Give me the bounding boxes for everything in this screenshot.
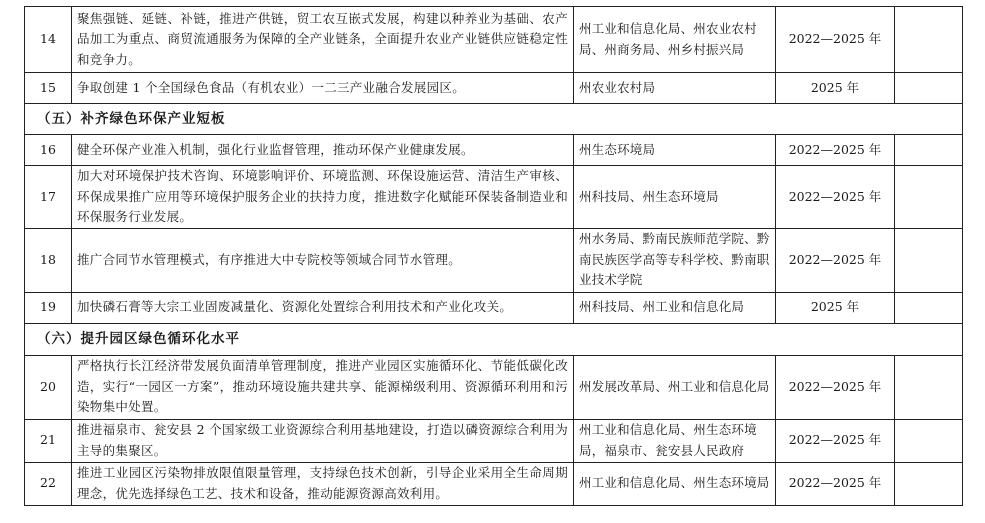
time-limit: 2022—2025 年 (776, 135, 895, 166)
remarks (895, 355, 963, 419)
table-row (25, 419, 963, 462)
table-row (25, 355, 963, 419)
task-content: 加大对环境保护技术咨询、环境影响评价、环境监测、环保设施运营、清洁生产审核、环保成果推广应用等环境保护服务企业的扶持力度，推进数字化赋能环保装备制造业和环保服务行业发展。 (72, 166, 574, 229)
section-heading: （五）补齐绿色环保产业短板 (25, 104, 963, 135)
row-number: 20 (25, 355, 72, 419)
time-limit: 2022—2025 年 (776, 419, 895, 462)
responsible-dept: 州发展改革局、州工业和信息化局 (574, 355, 776, 419)
remarks (895, 228, 963, 292)
remarks (895, 462, 963, 505)
time-limit: 2022—2025 年 (776, 166, 895, 229)
table-row (25, 73, 963, 104)
task-content: 推广合同节水管理模式，有序推进大中专院校等领域合同节水管理。 (72, 228, 574, 292)
time-limit: 2022—2025 年 (776, 228, 895, 292)
task-content: 加快磷石膏等大宗工业固废减量化、资源化处置综合利用技术和产业化攻关。 (72, 292, 574, 323)
time-limit: 2022—2025 年 (776, 462, 895, 505)
remarks (895, 7, 963, 73)
responsible-dept: 州工业和信息化局、州生态环境局，福泉市、瓮安县人民政府 (574, 419, 776, 462)
task-content: 争取创建 1 个全国绿色食品（有机农业）一二三产业融合发展园区。 (72, 73, 574, 104)
responsible-dept: 州工业和信息化局、州生态环境局 (574, 462, 776, 505)
table-row (25, 462, 963, 505)
task-content: 健全环保产业准入机制，强化行业监督管理，推动环保产业健康发展。 (72, 135, 574, 166)
table-row (25, 7, 963, 73)
task-content: 聚焦强链、延链、补链，推进产供链，贸工农互嵌式发展，构建以种养业为基础、农产品加工为重点、商贸流通服务为保障的全产业链条，全面提升农业产业链供应链稳定性和竞争力。 (72, 7, 574, 73)
row-number: 19 (25, 292, 72, 323)
row-number: 22 (25, 462, 72, 505)
remarks (895, 292, 963, 323)
table-row (25, 292, 963, 323)
time-limit: 2022—2025 年 (776, 7, 895, 73)
responsible-dept: 州工业和信息化局、州农业农村局、州商务局、州乡村振兴局 (574, 7, 776, 73)
row-number: 14 (25, 7, 72, 73)
task-table (24, 6, 963, 506)
remarks (895, 73, 963, 104)
row-number: 18 (25, 228, 72, 292)
section-row (25, 104, 963, 135)
row-number: 17 (25, 166, 72, 229)
task-content: 严格执行长江经济带发展负面清单管理制度，推进产业园区实施循环化、节能低碳化改造，实行“一园区一方案”，推动环境设施共建共享、能源梯级利用、资源循环利用和污染物集中处置。 (72, 355, 574, 419)
responsible-dept: 州水务局、黔南民族师范学院、黔南民族医学高等专科学校、黔南职业技术学院 (574, 228, 776, 292)
task-content: 推进工业园区污染物排放限值限量管理，支持绿色技术创新，引导企业采用全生命周期理念，优先选择绿色工艺、技术和设备，推动能源资源高效利用。 (72, 462, 574, 505)
responsible-dept: 州科技局、州工业和信息化局 (574, 292, 776, 323)
responsible-dept: 州科技局、州生态环境局 (574, 166, 776, 229)
row-number: 15 (25, 73, 72, 104)
time-limit: 2022—2025 年 (776, 355, 895, 419)
remarks (895, 135, 963, 166)
remarks (895, 419, 963, 462)
table-row (25, 135, 963, 166)
row-number: 16 (25, 135, 72, 166)
responsible-dept: 州农业农村局 (574, 73, 776, 104)
task-content: 推进福泉市、瓮安县 2 个国家级工业资源综合利用基地建设，打造以磷资源综合利用为主导的集聚区。 (72, 419, 574, 462)
remarks (895, 166, 963, 229)
section-row (25, 323, 963, 355)
time-limit: 2025 年 (776, 292, 895, 323)
row-number: 21 (25, 419, 72, 462)
time-limit: 2025 年 (776, 73, 895, 104)
table-row (25, 166, 963, 229)
responsible-dept: 州生态环境局 (574, 135, 776, 166)
table-row (25, 228, 963, 292)
section-heading: （六）提升园区绿色循环化水平 (25, 323, 963, 355)
